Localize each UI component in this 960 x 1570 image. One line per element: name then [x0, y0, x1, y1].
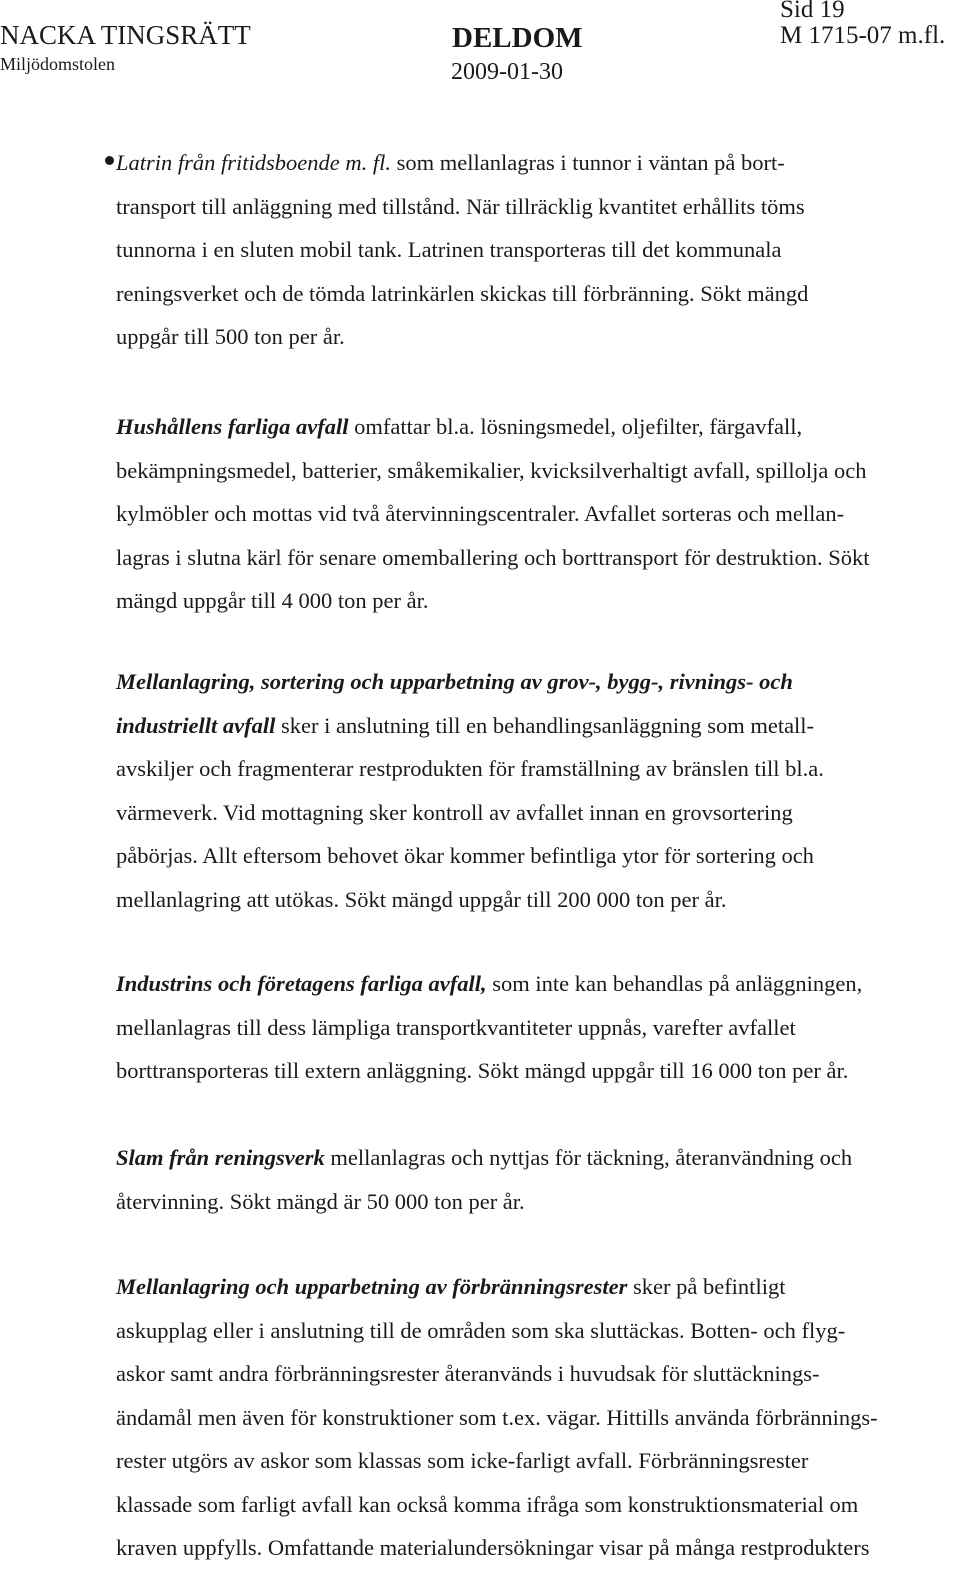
text-line [116, 1309, 946, 1353]
body-text: påbörjas. Allt eftersom behovet ökar kommer befintliga ytor för sortering och [116, 843, 814, 868]
text-line [116, 1265, 946, 1309]
text-line [116, 704, 946, 748]
text-line [116, 1049, 946, 1093]
emphasized-heading: Latrin från fritidsboende m. fl. [116, 150, 392, 175]
text-line [116, 1439, 946, 1483]
text-line [116, 228, 906, 272]
document-date: 2009-01-30 [451, 59, 563, 85]
body-text: bekämpningsmedel, batterier, småkemikalier, kvicksilverhaltigt avfall, spillolja och [116, 457, 867, 483]
body-text: lagras i slutna kärl för senare omemballering och borttransport för destruktion. Sökt [116, 544, 870, 570]
text-line [116, 315, 906, 359]
emphasized-heading: industriellt avfall [116, 712, 276, 738]
text-line [116, 185, 906, 229]
text-line [116, 1136, 946, 1180]
emphasized-heading: Hushållens farliga avfall [116, 414, 349, 439]
court-name: NACKA TINGSRÄTT [0, 20, 251, 50]
body-text: kraven uppfylls. Omfattande materialundersökningar visar på många restprodukters [116, 1535, 870, 1560]
paragraph-hushallens-avfall [116, 405, 946, 623]
emphasized-heading: Mellanlagring och upparbetning av förbränningsrester [116, 1274, 628, 1299]
text-line [116, 791, 946, 835]
text-line [116, 536, 946, 580]
body-text: askor samt andra förbränningsrester återanvänds i huvudsak för sluttäcknings- [116, 1361, 820, 1386]
body-text: askupplag eller i anslutning till de områden som ska sluttäckas. Botten- och flyg- [116, 1317, 846, 1343]
body-text: omfattar bl.a. lösningsmedel, oljefilter, färgavfall, [348, 414, 803, 439]
text-line [116, 962, 946, 1006]
body-text: sker på befintligt [627, 1274, 786, 1299]
body-text: klassade som farligt avfall kan också komma ifråga som konstruktionsmaterial om [116, 1491, 859, 1517]
body-text: transport till anläggning med tillstånd. När tillräcklig kvantitet erhållits töms [116, 193, 805, 219]
body-text: mängd uppgår till 4 000 ton per år. [116, 588, 429, 613]
text-line [116, 405, 946, 449]
body-text: reningsverket och de tömda latrinkärlen skickas till förbränning. Sökt mängd [116, 280, 809, 306]
text-line [116, 1352, 946, 1396]
emphasized-heading: Industrins och företagens farliga avfall, [116, 971, 487, 996]
body-text: borttransporteras till extern anläggning. Sökt mängd uppgår till 16 000 ton per år. [116, 1058, 849, 1083]
body-text: som mellanlagras i tunnor i väntan på bort- [391, 150, 785, 175]
body-text: rester utgörs av askor som klassas som icke-farligt avfall. Förbränningsrester [116, 1448, 809, 1473]
body-text: mellanlagras och nyttjas för täckning, återanvändning och [324, 1145, 853, 1170]
body-text: ändamål men även för konstruktioner som t.ex. vägar. Hittills använda förbrännings- [116, 1404, 878, 1430]
text-line [116, 660, 946, 704]
text-line [116, 1483, 946, 1527]
text-line [116, 579, 946, 623]
text-line [116, 492, 946, 536]
text-line [116, 878, 946, 922]
paragraph-industrins-farliga-avfall [116, 962, 946, 1093]
emphasized-heading: Mellanlagring, sortering och upparbetning av grov-, bygg-, rivnings- och [116, 669, 793, 694]
document-type: DELDOM [452, 22, 583, 54]
text-line [116, 747, 946, 791]
text-line [116, 449, 946, 493]
body-text: tunnorna i en sluten mobil tank. Latrinen transporteras till det kommunala [116, 237, 782, 262]
body-text: mellanlagring att utökas. Sökt mängd uppgår till 200 000 ton per år. [116, 886, 727, 912]
case-number: M 1715-07 m.fl. [780, 22, 946, 49]
body-text: uppgår till 500 ton per år. [116, 324, 345, 349]
text-line [116, 834, 946, 878]
text-line [116, 1006, 946, 1050]
department-name: Miljödomstolen [0, 54, 116, 74]
paragraph-mellanlagring-grovavfall [116, 660, 946, 921]
bullet-text [116, 141, 906, 359]
paragraph-slam-fran-reningsverk [116, 1136, 946, 1223]
bullet-item-latrin [116, 141, 906, 359]
paragraph-forbranningsrester [116, 1265, 946, 1570]
body-text: sker i anslutning till en behandlingsanläggning som metall- [275, 712, 815, 738]
bullet-dot-icon [105, 156, 114, 165]
body-text: värmeverk. Vid mottagning sker kontroll av avfallet innan en grovsortering [116, 799, 793, 825]
text-line [116, 272, 906, 316]
body-text: avskiljer och fragmenterar restprodukten för framställning av bränslen till bl.a. [116, 756, 824, 781]
body-text: återvinning. Sökt mängd är 50 000 ton per år. [116, 1188, 525, 1214]
body-text: mellanlagras till dess lämpliga transportkvantiteter uppnås, varefter avfallet [116, 1014, 796, 1040]
text-line [116, 141, 906, 185]
body-text: som inte kan behandlas på anläggningen, [486, 971, 863, 996]
page-number: Sid 19 [780, 0, 845, 23]
emphasized-heading: Slam från reningsverk [116, 1145, 325, 1170]
text-line [116, 1396, 946, 1440]
text-line [116, 1180, 946, 1224]
body-text: kylmöbler och mottas vid två återvinningscentraler. Avfallet sorteras och mellan- [116, 501, 845, 526]
